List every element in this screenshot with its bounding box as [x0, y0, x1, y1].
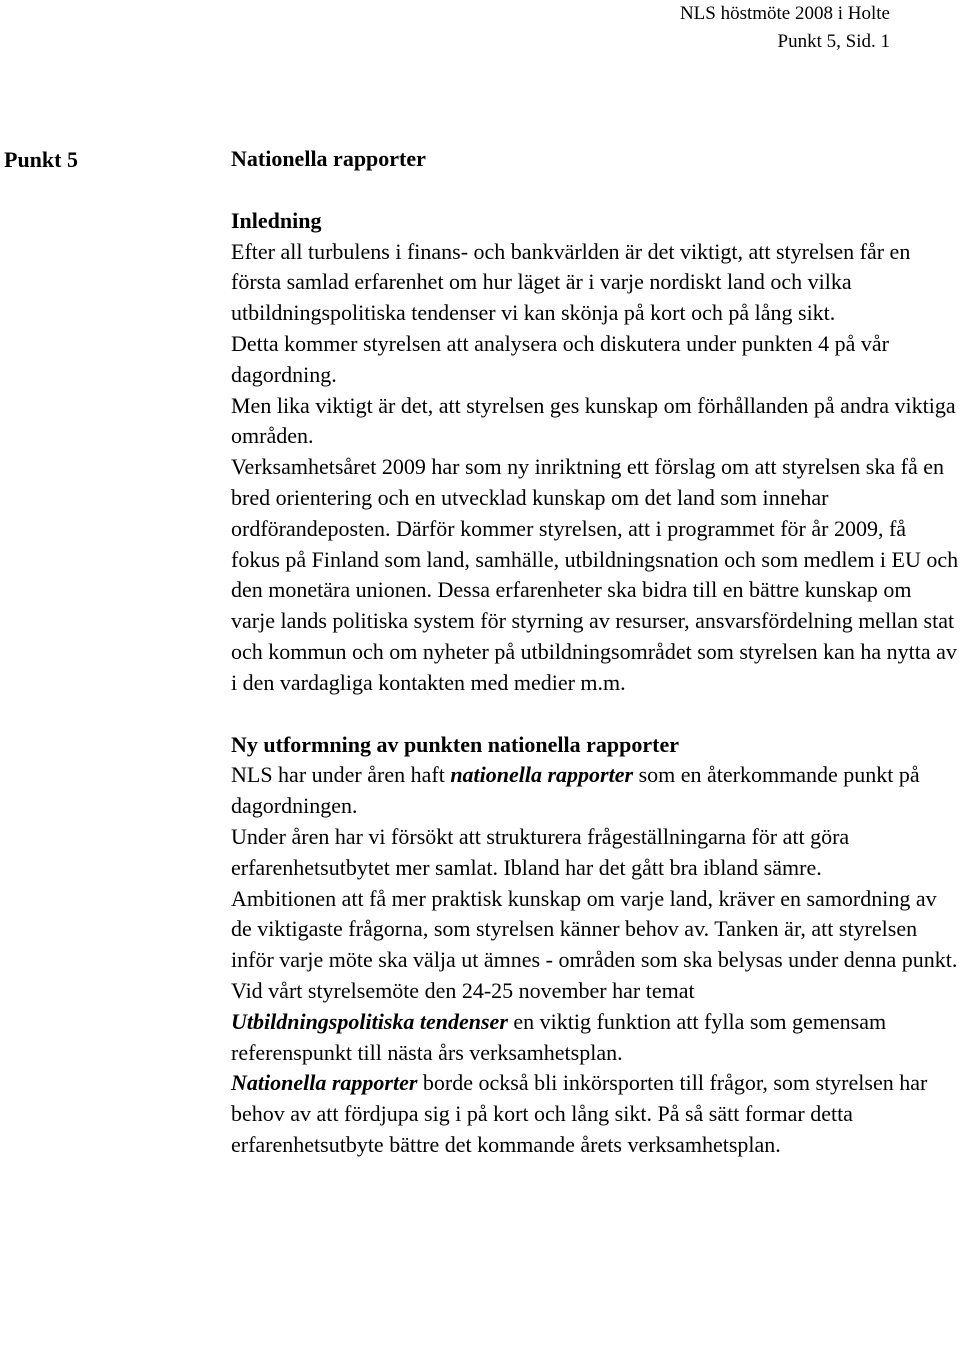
section-title: Nationella rapporter	[231, 146, 426, 171]
page-label: Punkt 5, Sid. 1	[777, 31, 890, 52]
document-body	[231, 144, 959, 1161]
section-number: Punkt 5	[4, 147, 78, 172]
intro-paragraph-2: Detta kommer styrelsen att analysera och diskutera under punkten 4 på vår dagordning.	[231, 330, 889, 387]
text-run: NLS har under åren haft	[231, 762, 451, 788]
text-run: borde också bli inkörsporten till frågor, som styrelsen har behov av att fördjupa sig i på kort och lång sikt. På så sätt formar detta erfarenhetsutbyte bättre det kommande årets verksamhetsplan.	[231, 1070, 928, 1157]
page-header	[680, 0, 890, 56]
emphasis: Utbildningspolitiska tendenser	[231, 1008, 508, 1034]
new-format-paragraph-3: Ambitionen att få mer praktisk kunskap om varje land, kräver en samordning av de viktigaste frågorna, som styrelsen känner behov av. Tanken är, att styrelsen inför varje möte ska välja ut ämnes - områden som ska belysas under denna punkt.	[231, 885, 958, 973]
new-format-paragraph-6	[231, 1068, 959, 1160]
new-format-paragraph-1	[231, 760, 959, 822]
new-format-heading: Ny utformning av punkten nationella rapporter	[231, 731, 679, 757]
text-run: en viktig funktion att fylla som gemensam referenspunkt till nästa års verksamhetsplan.	[231, 1008, 887, 1065]
new-format-paragraph-5	[231, 1007, 959, 1069]
intro-heading: Inledning	[231, 207, 322, 233]
intro-paragraph-4: Verksamhetsåret 2009 har som ny inriktning ett förslag om att styrelsen ska få en bred orientering och en utvecklad kunskap om det land som innehar ordförandeposten. Därför kommer styrelsen, att i programmet för år 2009, få fokus på Finland som land, samhälle, utbildningsnation och som medlem i EU och den monetära unionen. Dessa erfarenheter ska bidra till en bättre kunskap om varje lands politiska system för styrning av resurser, ansvarsfördelning mellan stat och kommun och om nyheter på utbildningsområdet som styrelsen kan ha nytta av i den vardagliga kontakten med medier m.m.	[231, 454, 959, 695]
text-run: som en återkommande punkt på dagordningen.	[231, 762, 920, 819]
new-format-paragraph-2: Under åren har vi försökt att strukturera frågeställningarna för att göra erfarenhetsutbytet mer samlat. Ibland har det gått bra ibland sämre.	[231, 823, 850, 880]
meeting-label: NLS höstmöte 2008 i Holte	[679, 3, 890, 24]
new-format-paragraph-4: Vid vårt styrelsemöte den 24-25 november har temat	[231, 977, 695, 1003]
spacer	[231, 699, 959, 730]
intro-paragraph-1: Efter all turbulens i finans- och bankvärlden är det viktigt, att styrelsen får en första samlad erfarenhet om hur läget är i varje nordiskt land och vilka utbildningspolitiska tendenser vi kan skönja på kort och på lång sikt.	[231, 238, 911, 326]
emphasis: nationella rapporter	[450, 762, 634, 788]
emphasis: Nationella rapporter	[231, 1070, 418, 1096]
intro-paragraph-3: Men lika viktigt är det, att styrelsen ges kunskap om förhållanden på andra viktiga områden.	[231, 392, 956, 449]
